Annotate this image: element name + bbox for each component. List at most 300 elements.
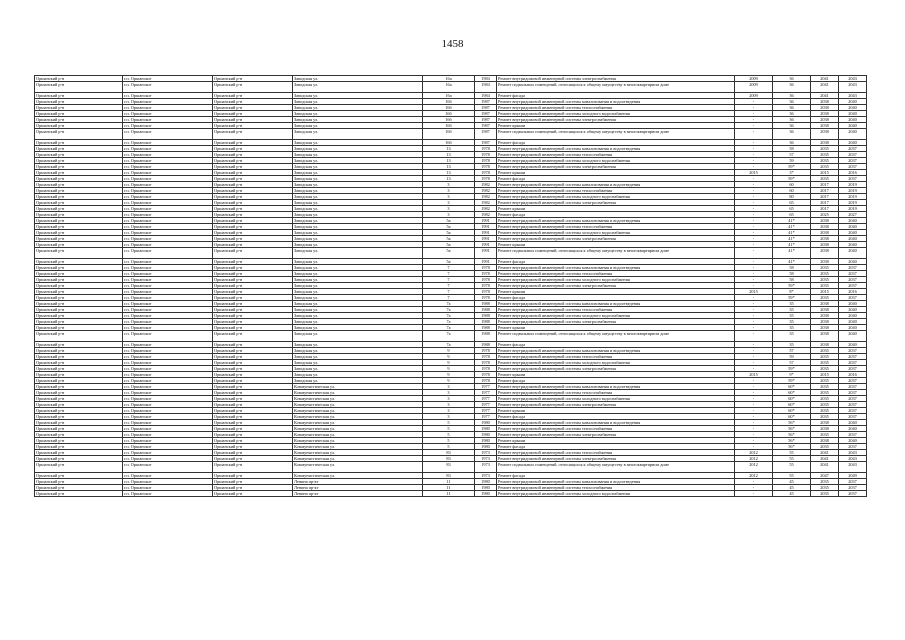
cell-municipality: Оршанский р-н <box>213 426 293 432</box>
cell-last-repair-year: - <box>735 158 773 164</box>
cell-wear-percent: 59* <box>773 283 811 289</box>
cell-build-year: 1978 <box>475 152 497 158</box>
cell-plan-start-year: 2035 <box>811 396 839 402</box>
cell-district: Оршанский р-н <box>35 182 123 188</box>
cell-work-type: Ремонт внутридомовой инженерной системы холодного водоснабжения <box>497 230 735 236</box>
cell-work-type: Ремонт внутридомовой инженерной системы холодного водоснабжения <box>497 313 735 319</box>
cell-settlement: г.п. Оршанское <box>123 218 213 224</box>
cell-house-number: 5а <box>423 218 475 224</box>
cell-district: Оршанский р-н <box>35 366 123 372</box>
cell-plan-start-year: 2041 <box>811 82 839 93</box>
cell-last-repair-year: - <box>735 432 773 438</box>
cell-wear-percent: 59 <box>773 158 811 164</box>
cell-build-year: 1982 <box>475 182 497 188</box>
cell-house-number: 11 <box>423 485 475 491</box>
cell-last-repair-year: - <box>735 176 773 182</box>
table-row <box>35 331 867 342</box>
cell-wear-percent: 36 <box>773 111 811 117</box>
cell-plan-end-year: 2037 <box>839 402 867 408</box>
cell-street: Заводская ул. <box>293 259 423 265</box>
cell-plan-start-year: 2017 <box>811 194 839 200</box>
cell-plan-end-year: 2040 <box>839 140 867 146</box>
cell-wear-percent: 55 <box>773 473 811 479</box>
cell-build-year: 1982 <box>475 194 497 200</box>
cell-plan-start-year: 2041 <box>811 462 839 473</box>
cell-settlement: г.п. Оршанское <box>123 319 213 325</box>
cell-settlement: г.п. Оршанское <box>123 402 213 408</box>
cell-house-number: 7 <box>423 295 475 301</box>
cell-street: Коммунистическая ул. <box>293 426 423 432</box>
cell-house-number: 3 <box>423 212 475 218</box>
cell-settlement: г.п. Оршанское <box>123 230 213 236</box>
cell-wear-percent: 45 <box>773 485 811 491</box>
cell-last-repair-year: - <box>735 271 773 277</box>
cell-plan-start-year: 2038 <box>811 224 839 230</box>
cell-settlement: г.п. Оршанское <box>123 206 213 212</box>
cell-plan-end-year: 2043 <box>839 82 867 93</box>
cell-municipality: Оршанский р-н <box>213 360 293 366</box>
cell-district: Оршанский р-н <box>35 248 123 259</box>
cell-settlement: г.п. Оршанское <box>123 331 213 342</box>
cell-settlement: г.п. Оршанское <box>123 378 213 384</box>
cell-house-number: 83 <box>423 456 475 462</box>
cell-wear-percent: 57 <box>773 152 811 158</box>
cell-house-number: 5а <box>423 236 475 242</box>
cell-settlement: г.п. Оршанское <box>123 325 213 331</box>
cell-district: Оршанский р-н <box>35 485 123 491</box>
cell-district: Оршанский р-н <box>35 259 123 265</box>
cell-work-type: Ремонт подвальных помещений, относящихся к общему имуществу в многоквартирном доме <box>497 248 735 259</box>
cell-work-type: Ремонт подвальных помещений, относящихся к общему имуществу в многоквартирном доме <box>497 331 735 342</box>
cell-last-repair-year: - <box>735 331 773 342</box>
cell-work-type: Ремонт крыши <box>497 438 735 444</box>
cell-plan-start-year: 2035 <box>811 265 839 271</box>
cell-district: Оршанский р-н <box>35 456 123 462</box>
cell-house-number: 13 <box>423 146 475 152</box>
cell-wear-percent: 41* <box>773 236 811 242</box>
cell-district: Оршанский р-н <box>35 76 123 82</box>
cell-district: Оршанский р-н <box>35 111 123 117</box>
cell-work-type: Ремонт внутридомовой инженерной системы канализования и водоотведения <box>497 218 735 224</box>
cell-wear-percent: 65 <box>773 200 811 206</box>
cell-municipality: Оршанский р-н <box>213 182 293 188</box>
cell-district: Оршанский р-н <box>35 390 123 396</box>
cell-wear-percent: 35 <box>773 319 811 325</box>
cell-work-type: Ремонт фасада <box>497 212 735 218</box>
cell-last-repair-year: - <box>735 242 773 248</box>
cell-wear-percent: 41* <box>773 230 811 236</box>
cell-work-type: Ремонт внутридомовой инженерной системы теплоснабжения <box>497 354 735 360</box>
cell-last-repair-year: - <box>735 348 773 354</box>
cell-plan-end-year: 2043 <box>839 462 867 473</box>
cell-plan-start-year: 2041 <box>811 93 839 99</box>
cell-district: Оршанский р-н <box>35 378 123 384</box>
cell-plan-end-year: 2037 <box>839 366 867 372</box>
cell-plan-start-year: 2038 <box>811 420 839 426</box>
cell-build-year: 1991 <box>475 218 497 224</box>
cell-build-year: 1973 <box>475 473 497 479</box>
cell-settlement: г.п. Оршанское <box>123 194 213 200</box>
cell-municipality: Оршанский р-н <box>213 99 293 105</box>
cell-district: Оршанский р-н <box>35 242 123 248</box>
cell-settlement: г.п. Оршанское <box>123 432 213 438</box>
cell-district: Оршанский р-н <box>35 295 123 301</box>
cell-plan-end-year: 2040 <box>839 242 867 248</box>
cell-build-year: 1988 <box>475 307 497 313</box>
cell-district: Оршанский р-н <box>35 348 123 354</box>
cell-wear-percent: 41* <box>773 259 811 265</box>
cell-settlement: г.п. Оршанское <box>123 360 213 366</box>
cell-settlement: г.п. Оршанское <box>123 265 213 271</box>
cell-district: Оршанский р-н <box>35 230 123 236</box>
cell-plan-end-year: 2037 <box>839 444 867 450</box>
cell-work-type: Ремонт фасада <box>497 414 735 420</box>
cell-build-year: 1978 <box>475 176 497 182</box>
cell-settlement: г.п. Оршанское <box>123 307 213 313</box>
cell-wear-percent: 60* <box>773 414 811 420</box>
cell-settlement: г.п. Оршанское <box>123 485 213 491</box>
cell-last-repair-year: 2012 <box>735 462 773 473</box>
cell-house-number: 3 <box>423 384 475 390</box>
cell-municipality: Оршанский р-н <box>213 111 293 117</box>
cell-build-year: 1980 <box>475 420 497 426</box>
cell-plan-start-year: 2038 <box>811 301 839 307</box>
cell-municipality: Оршанский р-н <box>213 140 293 146</box>
cell-plan-start-year: 2025 <box>811 212 839 218</box>
cell-last-repair-year: - <box>735 426 773 432</box>
cell-last-repair-year: - <box>735 236 773 242</box>
cell-build-year: 1980 <box>475 444 497 450</box>
cell-municipality: Оршанский р-н <box>213 479 293 485</box>
cell-last-repair-year: - <box>735 283 773 289</box>
cell-street: Коммунистическая ул. <box>293 438 423 444</box>
cell-municipality: Оршанский р-н <box>213 271 293 277</box>
cell-wear-percent: 36 <box>773 123 811 129</box>
cell-settlement: г.п. Оршанское <box>123 473 213 479</box>
cell-settlement: г.п. Оршанское <box>123 366 213 372</box>
cell-plan-end-year: 2040 <box>839 331 867 342</box>
cell-house-number: 5а <box>423 230 475 236</box>
cell-work-type: Ремонт крыши <box>497 206 735 212</box>
cell-plan-start-year: 2035 <box>811 348 839 354</box>
cell-house-number: 16б <box>423 129 475 140</box>
cell-plan-end-year: 2040 <box>839 236 867 242</box>
cell-municipality: Оршанский р-н <box>213 152 293 158</box>
cell-district: Оршанский р-н <box>35 450 123 456</box>
cell-street: Заводская ул. <box>293 277 423 283</box>
cell-municipality: Оршанский р-н <box>213 76 293 82</box>
cell-work-type: Ремонт внутридомовой инженерной системы холодного водоснабжения <box>497 194 735 200</box>
cell-settlement: г.п. Оршанское <box>123 93 213 99</box>
cell-plan-start-year: 2017 <box>811 200 839 206</box>
cell-plan-end-year: 2037 <box>839 390 867 396</box>
cell-settlement: г.п. Оршанское <box>123 146 213 152</box>
cell-build-year: 1982 <box>475 200 497 206</box>
cell-plan-end-year: 2040 <box>839 420 867 426</box>
cell-plan-end-year: 2016 <box>839 289 867 295</box>
cell-settlement: г.п. Оршанское <box>123 82 213 93</box>
cell-last-repair-year: - <box>735 188 773 194</box>
cell-street: Заводская ул. <box>293 158 423 164</box>
cell-settlement: г.п. Оршанское <box>123 289 213 295</box>
cell-settlement: г.п. Оршанское <box>123 408 213 414</box>
cell-build-year: 1973 <box>475 456 497 462</box>
cell-street: Заводская ул. <box>293 99 423 105</box>
cell-plan-end-year: 2040 <box>839 307 867 313</box>
cell-wear-percent: 55 <box>773 456 811 462</box>
cell-street: Заводская ул. <box>293 76 423 82</box>
cell-wear-percent: 59* <box>773 366 811 372</box>
cell-plan-end-year: 2037 <box>839 408 867 414</box>
cell-municipality: Оршанский р-н <box>213 146 293 152</box>
cell-build-year: 1978 <box>475 348 497 354</box>
cell-street: Заводская ул. <box>293 170 423 176</box>
cell-wear-percent: 35 <box>773 307 811 313</box>
cell-house-number: 5а <box>423 242 475 248</box>
cell-last-repair-year: - <box>735 319 773 325</box>
cell-work-type: Ремонт фасада <box>497 176 735 182</box>
cell-plan-start-year: 2038 <box>811 218 839 224</box>
cell-plan-end-year: 2037 <box>839 271 867 277</box>
cell-settlement: г.п. Оршанское <box>123 372 213 378</box>
cell-build-year: 1987 <box>475 129 497 140</box>
cell-plan-start-year: 2017 <box>811 188 839 194</box>
cell-street: Заводская ул. <box>293 307 423 313</box>
cell-district: Оршанский р-н <box>35 224 123 230</box>
cell-house-number: 9 <box>423 360 475 366</box>
cell-plan-start-year: 2035 <box>811 283 839 289</box>
cell-municipality: Оршанский р-н <box>213 348 293 354</box>
cell-municipality: Оршанский р-н <box>213 93 293 99</box>
cell-wear-percent: 56* <box>773 426 811 432</box>
cell-house-number: 11 <box>423 491 475 497</box>
cell-last-repair-year: - <box>735 408 773 414</box>
cell-settlement: г.п. Оршанское <box>123 99 213 105</box>
cell-plan-start-year: 2035 <box>811 384 839 390</box>
cell-street: Заводская ул. <box>293 111 423 117</box>
cell-work-type: Ремонт внутридомовой инженерной системы холодного водоснабжения <box>497 360 735 366</box>
cell-municipality: Оршанский р-н <box>213 319 293 325</box>
cell-municipality: Оршанский р-н <box>213 82 293 93</box>
cell-last-repair-year: - <box>735 301 773 307</box>
cell-plan-start-year: 2035 <box>811 271 839 277</box>
cell-municipality: Оршанский р-н <box>213 473 293 479</box>
cell-district: Оршанский р-н <box>35 491 123 497</box>
cell-plan-end-year: 2019 <box>839 200 867 206</box>
cell-plan-start-year: 2038 <box>811 105 839 111</box>
cell-wear-percent: 60* <box>773 396 811 402</box>
cell-wear-percent: 59 <box>773 354 811 360</box>
cell-build-year: 1987 <box>475 111 497 117</box>
cell-last-repair-year: 2015 <box>735 372 773 378</box>
cell-work-type: Ремонт внутридомовой инженерной системы теплоснабжения <box>497 188 735 194</box>
cell-district: Оршанский р-н <box>35 408 123 414</box>
cell-house-number: 9 <box>423 378 475 384</box>
cell-plan-start-year: 2038 <box>811 230 839 236</box>
cell-settlement: г.п. Оршанское <box>123 140 213 146</box>
cell-wear-percent: 80 <box>773 194 811 200</box>
cell-wear-percent: 36 <box>773 82 811 93</box>
cell-settlement: г.п. Оршанское <box>123 129 213 140</box>
cell-street: Заводская ул. <box>293 301 423 307</box>
cell-build-year: 1978 <box>475 354 497 360</box>
cell-municipality: Оршанский р-н <box>213 176 293 182</box>
cell-municipality: Оршанский р-н <box>213 372 293 378</box>
cell-municipality: Оршанский р-н <box>213 265 293 271</box>
cell-house-number: 83 <box>423 462 475 473</box>
cell-street: Заводская ул. <box>293 372 423 378</box>
cell-settlement: г.п. Оршанское <box>123 283 213 289</box>
cell-house-number: 3 <box>423 206 475 212</box>
cell-build-year: 1991 <box>475 224 497 230</box>
cell-house-number: 16б <box>423 99 475 105</box>
cell-municipality: Оршанский р-н <box>213 218 293 224</box>
cell-street: Коммунистическая ул. <box>293 432 423 438</box>
cell-plan-end-year: 2037 <box>839 354 867 360</box>
cell-plan-end-year: 2037 <box>839 414 867 420</box>
cell-plan-end-year: 2043 <box>839 76 867 82</box>
cell-municipality: Оршанский р-н <box>213 378 293 384</box>
cell-plan-end-year: 2040 <box>839 319 867 325</box>
cell-municipality: Оршанский р-н <box>213 170 293 176</box>
cell-settlement: г.п. Оршанское <box>123 248 213 259</box>
cell-plan-end-year: 2019 <box>839 188 867 194</box>
cell-street: Заводская ул. <box>293 348 423 354</box>
cell-work-type: Ремонт внутридомовой инженерной системы холодного водоснабжения <box>497 491 735 497</box>
cell-wear-percent: 56* <box>773 432 811 438</box>
cell-municipality: Оршанский р-н <box>213 390 293 396</box>
cell-house-number: 16б <box>423 117 475 123</box>
cell-street: Заводская ул. <box>293 164 423 170</box>
cell-settlement: г.п. Оршанское <box>123 224 213 230</box>
cell-street: Коммунистическая ул. <box>293 473 423 479</box>
cell-plan-end-year: 2016 <box>839 170 867 176</box>
cell-house-number: 9 <box>423 372 475 378</box>
cell-municipality: Оршанский р-н <box>213 277 293 283</box>
cell-street: Заводская ул. <box>293 188 423 194</box>
cell-house-number: 7 <box>423 277 475 283</box>
cell-wear-percent: 41* <box>773 242 811 248</box>
cell-wear-percent: 45 <box>773 479 811 485</box>
cell-house-number: 16б <box>423 105 475 111</box>
cell-municipality: Оршанский р-н <box>213 384 293 390</box>
cell-district: Оршанский р-н <box>35 206 123 212</box>
cell-build-year: 1978 <box>475 372 497 378</box>
cell-wear-percent: 55 <box>773 450 811 456</box>
cell-build-year: 1991 <box>475 248 497 259</box>
cell-work-type: Ремонт внутридомовой инженерной системы канализования и водоотведения <box>497 420 735 426</box>
cell-settlement: г.п. Оршанское <box>123 76 213 82</box>
cell-street: Заводская ул. <box>293 325 423 331</box>
cell-wear-percent: 60* <box>773 402 811 408</box>
cell-municipality: Оршанский р-н <box>213 212 293 218</box>
cell-build-year: 1982 <box>475 188 497 194</box>
page-number: 1458 <box>441 38 464 50</box>
cell-build-year: 1988 <box>475 319 497 325</box>
cell-street: Заводская ул. <box>293 194 423 200</box>
cell-house-number: 7а <box>423 342 475 348</box>
cell-settlement: г.п. Оршанское <box>123 188 213 194</box>
cell-wear-percent: 35 <box>773 301 811 307</box>
cell-work-type: Ремонт внутридомовой инженерной системы электроснабжения <box>497 432 735 438</box>
cell-wear-percent: 60* <box>773 408 811 414</box>
cell-plan-end-year: 2040 <box>839 123 867 129</box>
cell-plan-end-year: 2040 <box>839 105 867 111</box>
cell-wear-percent: 60* <box>773 384 811 390</box>
cell-district: Оршанский р-н <box>35 372 123 378</box>
cell-street: Ленина пр-кт <box>293 479 423 485</box>
cell-wear-percent: 36 <box>773 105 811 111</box>
cell-plan-start-year: 2035 <box>811 432 839 438</box>
cell-settlement: г.п. Оршанское <box>123 456 213 462</box>
cell-plan-start-year: 2035 <box>811 146 839 152</box>
cell-municipality: Оршанский р-н <box>213 224 293 230</box>
cell-last-repair-year: - <box>735 402 773 408</box>
cell-district: Оршанский р-н <box>35 307 123 313</box>
cell-settlement: г.п. Оршанское <box>123 301 213 307</box>
cell-municipality: Оршанский р-н <box>213 342 293 348</box>
cell-house-number: 11 <box>423 479 475 485</box>
cell-house-number: 3 <box>423 194 475 200</box>
cell-last-repair-year: - <box>735 384 773 390</box>
cell-plan-start-year: 2038 <box>811 307 839 313</box>
cell-work-type: Ремонт внутридомовой инженерной системы канализования и водоотведения <box>497 146 735 152</box>
cell-build-year: 1991 <box>475 230 497 236</box>
cell-plan-end-year: 2037 <box>839 360 867 366</box>
cell-district: Оршанский р-н <box>35 140 123 146</box>
cell-work-type: Ремонт фасада <box>497 140 735 146</box>
cell-district: Оршанский р-н <box>35 432 123 438</box>
cell-house-number: 5а <box>423 259 475 265</box>
cell-house-number: 5а <box>423 224 475 230</box>
cell-plan-end-year: 2037 <box>839 491 867 497</box>
cell-work-type: Ремонт внутридомовой инженерной системы электроснабжения <box>497 236 735 242</box>
cell-street: Заводская ул. <box>293 283 423 289</box>
cell-work-type: Ремонт крыши <box>497 289 735 295</box>
cell-house-number: 5 <box>423 438 475 444</box>
cell-district: Оршанский р-н <box>35 396 123 402</box>
cell-house-number: 7 <box>423 265 475 271</box>
cell-house-number: 3 <box>423 200 475 206</box>
cell-street: Заводская ул. <box>293 354 423 360</box>
cell-house-number: 3 <box>423 408 475 414</box>
cell-work-type: Ремонт внутридомовой инженерной системы канализования и водоотведения <box>497 182 735 188</box>
cell-plan-end-year: 2037 <box>839 283 867 289</box>
cell-work-type: Ремонт внутридомовой инженерной системы электроснабжения <box>497 456 735 462</box>
cell-work-type: Ремонт внутридомовой инженерной системы канализования и водоотведения <box>497 99 735 105</box>
cell-plan-end-year: 2040 <box>839 230 867 236</box>
cell-build-year: 1977 <box>475 414 497 420</box>
cell-municipality: Оршанский р-н <box>213 491 293 497</box>
cell-municipality: Оршанский р-н <box>213 259 293 265</box>
cell-wear-percent: 36 <box>773 93 811 99</box>
cell-plan-start-year: 2038 <box>811 111 839 117</box>
cell-plan-start-year: 2035 <box>811 360 839 366</box>
cell-street: Заводская ул. <box>293 236 423 242</box>
cell-plan-end-year: 2037 <box>839 265 867 271</box>
cell-build-year: 1978 <box>475 360 497 366</box>
cell-plan-start-year: 2015 <box>811 372 839 378</box>
cell-district: Оршанский р-н <box>35 105 123 111</box>
cell-street: Заводская ул. <box>293 224 423 230</box>
cell-plan-start-year: 2041 <box>811 450 839 456</box>
cell-municipality: Оршанский р-н <box>213 354 293 360</box>
cell-district: Оршанский р-н <box>35 200 123 206</box>
cell-build-year: 1977 <box>475 402 497 408</box>
cell-settlement: г.п. Оршанское <box>123 242 213 248</box>
cell-wear-percent: 8* <box>773 289 811 295</box>
cell-wear-percent: 36 <box>773 99 811 105</box>
